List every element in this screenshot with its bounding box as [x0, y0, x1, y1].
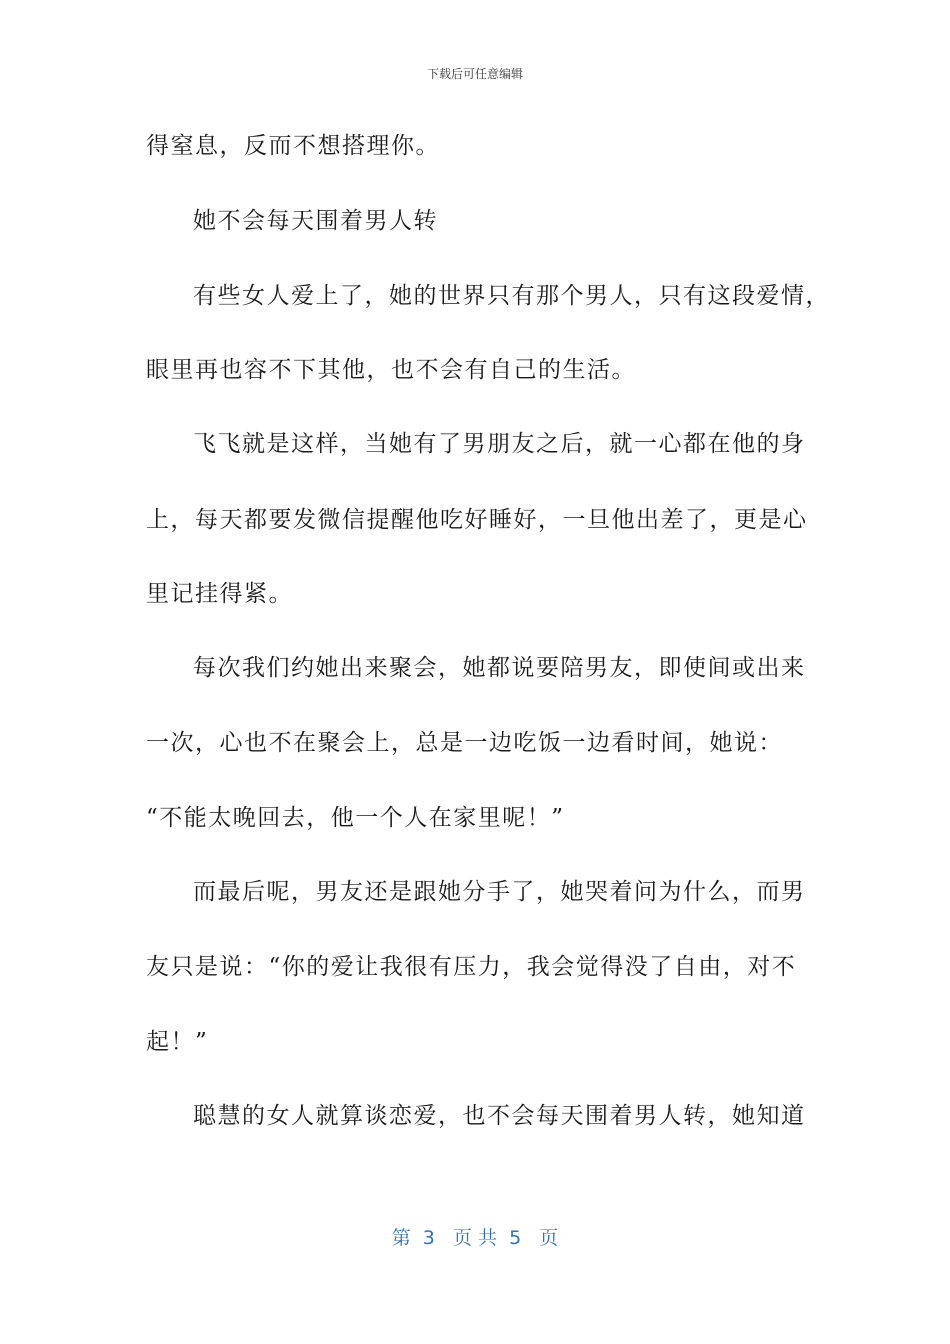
text-line: 得窒息，反而不想搭理你。: [146, 133, 440, 159]
text-line: 有些女人爱上了，她的世界只有那个男人，只有这段爱情，: [193, 283, 830, 309]
section-heading: 她不会每天围着男人转: [193, 208, 438, 234]
text-line: “不能太晚回去，他一个人在家里呢！”: [146, 805, 565, 831]
text-line: 飞飞就是这样，当她有了男朋友之后，就一心都在他的身: [193, 431, 806, 457]
text-line: 聪慧的女人就算谈恋爱，也不会每天围着男人转，她知道: [193, 1103, 806, 1129]
text-line: 起！”: [146, 1029, 209, 1055]
text-line: 每次我们约她出来聚会，她都说要陪男友，即使间或出来: [193, 655, 806, 681]
text-line: 一次，心也不在聚会上，总是一边吃饭一边看时间，她说：: [146, 730, 783, 756]
text-line: 而最后呢，男友还是跟她分手了，她哭着问为什么，而男: [193, 879, 806, 905]
page-header: 下载后可任意编辑: [426, 67, 523, 81]
text-line: 上，每天都要发微信提醒他吃好睡好，一旦他出差了，更是心: [146, 507, 808, 533]
page-number-footer: 第 3 页 共 5 页: [391, 1227, 559, 1249]
text-line: 里记挂得紧。: [146, 581, 293, 607]
text-line: 眼里再也容不下其他，也不会有自己的生活。: [146, 357, 636, 383]
text-line: 友只是说：“你的爱让我很有压力，我会觉得没了自由，对不: [146, 954, 797, 980]
